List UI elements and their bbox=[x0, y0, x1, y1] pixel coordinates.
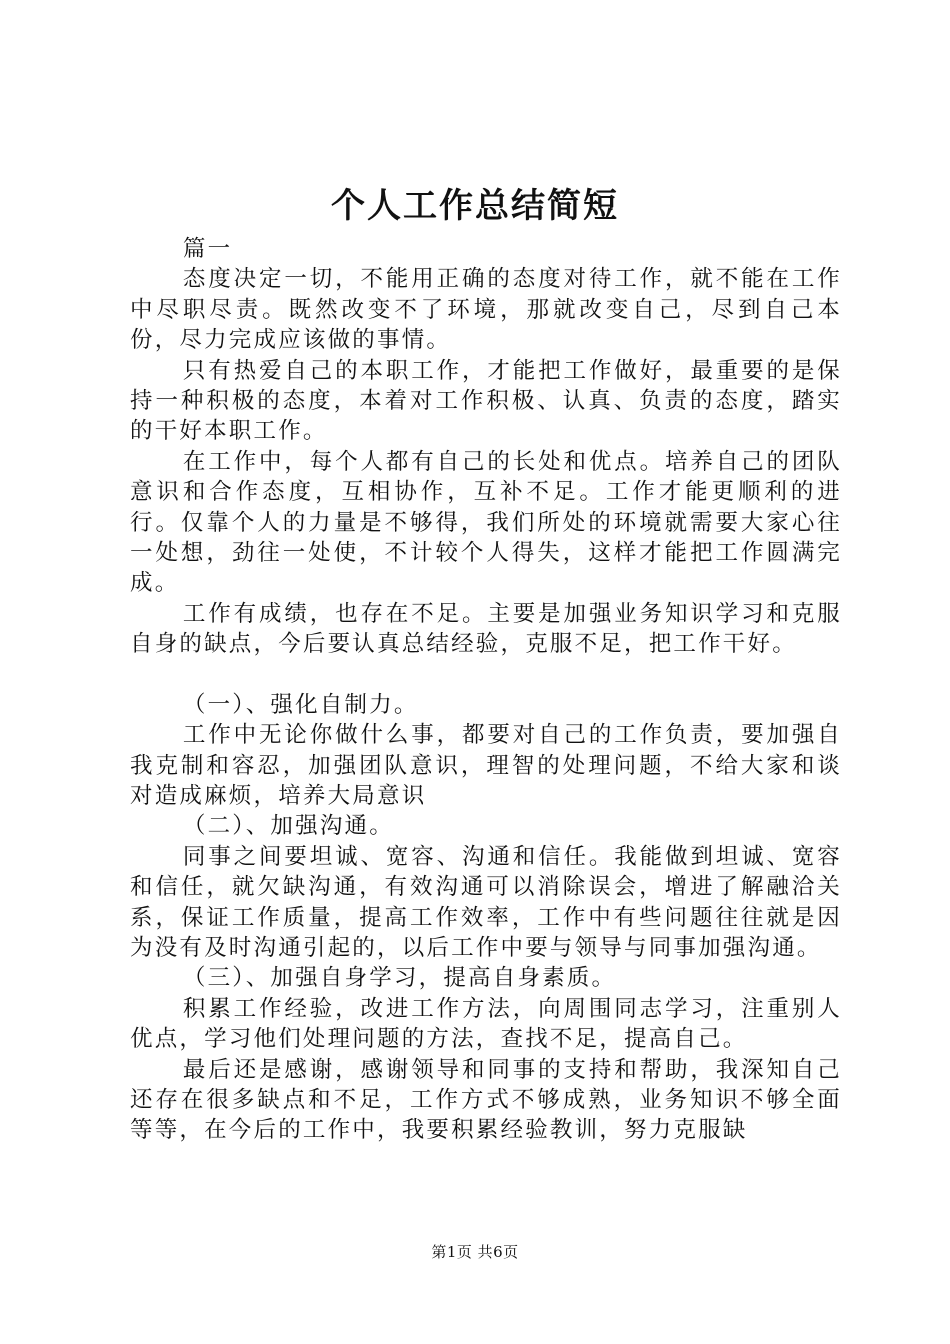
paragraph: 在工作中，每个人都有自己的长处和优点。培养自己的团队意识和合作态度，互相协作，互补不足。工作才能更顺利的进行。仅靠个人的力量是不够得，我们所处的环境就需要大家心往一处想，劲往一处使，不计较个人得失，这样才能把工作圆满完成。 bbox=[130, 448, 842, 597]
paragraph-spacer bbox=[130, 660, 842, 690]
paragraph: 只有热爱自己的本职工作，才能把工作做好，最重要的是保持一种积极的态度，本着对工作积极、认真、负责的态度，踏实的干好本职工作。 bbox=[130, 357, 842, 445]
paragraph: 态度决定一切，不能用正确的态度对待工作，就不能在工作中尽职尽责。既然改变不了环境，那就改变自己，尽到自己本份，尽力完成应该做的事情。 bbox=[130, 266, 842, 354]
subheading: （一）、强化自制力。 bbox=[182, 691, 419, 718]
page-number-footer: 第1页 共6页 bbox=[431, 1243, 519, 1261]
paragraph: 积累工作经验，改进工作方法，向周围同志学习，注重别人优点，学习他们处理问题的方法，查找不足，提高自己。 bbox=[130, 995, 842, 1053]
subheading: （二）、加强沟通。 bbox=[182, 813, 394, 840]
paragraph: 同事之间要坦诚、宽容、沟通和信任。我能做到坦诚、宽容和信任，就欠缺沟通，有效沟通可以消除误会，增进了解融洽关系，保证工作质量，提高工作效率，工作中有些问题往往就是因为没有及时沟通引起的，以后工作中要与领导与同事加强沟通。 bbox=[130, 843, 842, 961]
paragraph: 工作有成绩，也存在不足。主要是加强业务知识学习和克服自身的缺点，今后要认真总结经验，克服不足，把工作干好。 bbox=[130, 600, 842, 658]
paragraph: 最后还是感谢，感谢领导和同事的支持和帮助，我深知自己还存在很多缺点和不足，工作方式不够成熟，业务知识不够全面等等，在今后的工作中，我要积累经验教训，努力克服缺 bbox=[130, 1056, 842, 1144]
subheading: （三）、加强自身学习，提高自身素质。 bbox=[182, 965, 617, 992]
paragraph: 工作中无论你做什么事，都要对自己的工作负责，要加强自我克制和容忍，加强团队意识，理智的处理问题，不给大家和谈对造成麻烦，培养大局意识 bbox=[130, 722, 842, 809]
section-label: 篇一 bbox=[182, 236, 233, 262]
document-title: 个人工作总结简短 bbox=[331, 186, 619, 226]
document-body bbox=[130, 234, 842, 1146]
